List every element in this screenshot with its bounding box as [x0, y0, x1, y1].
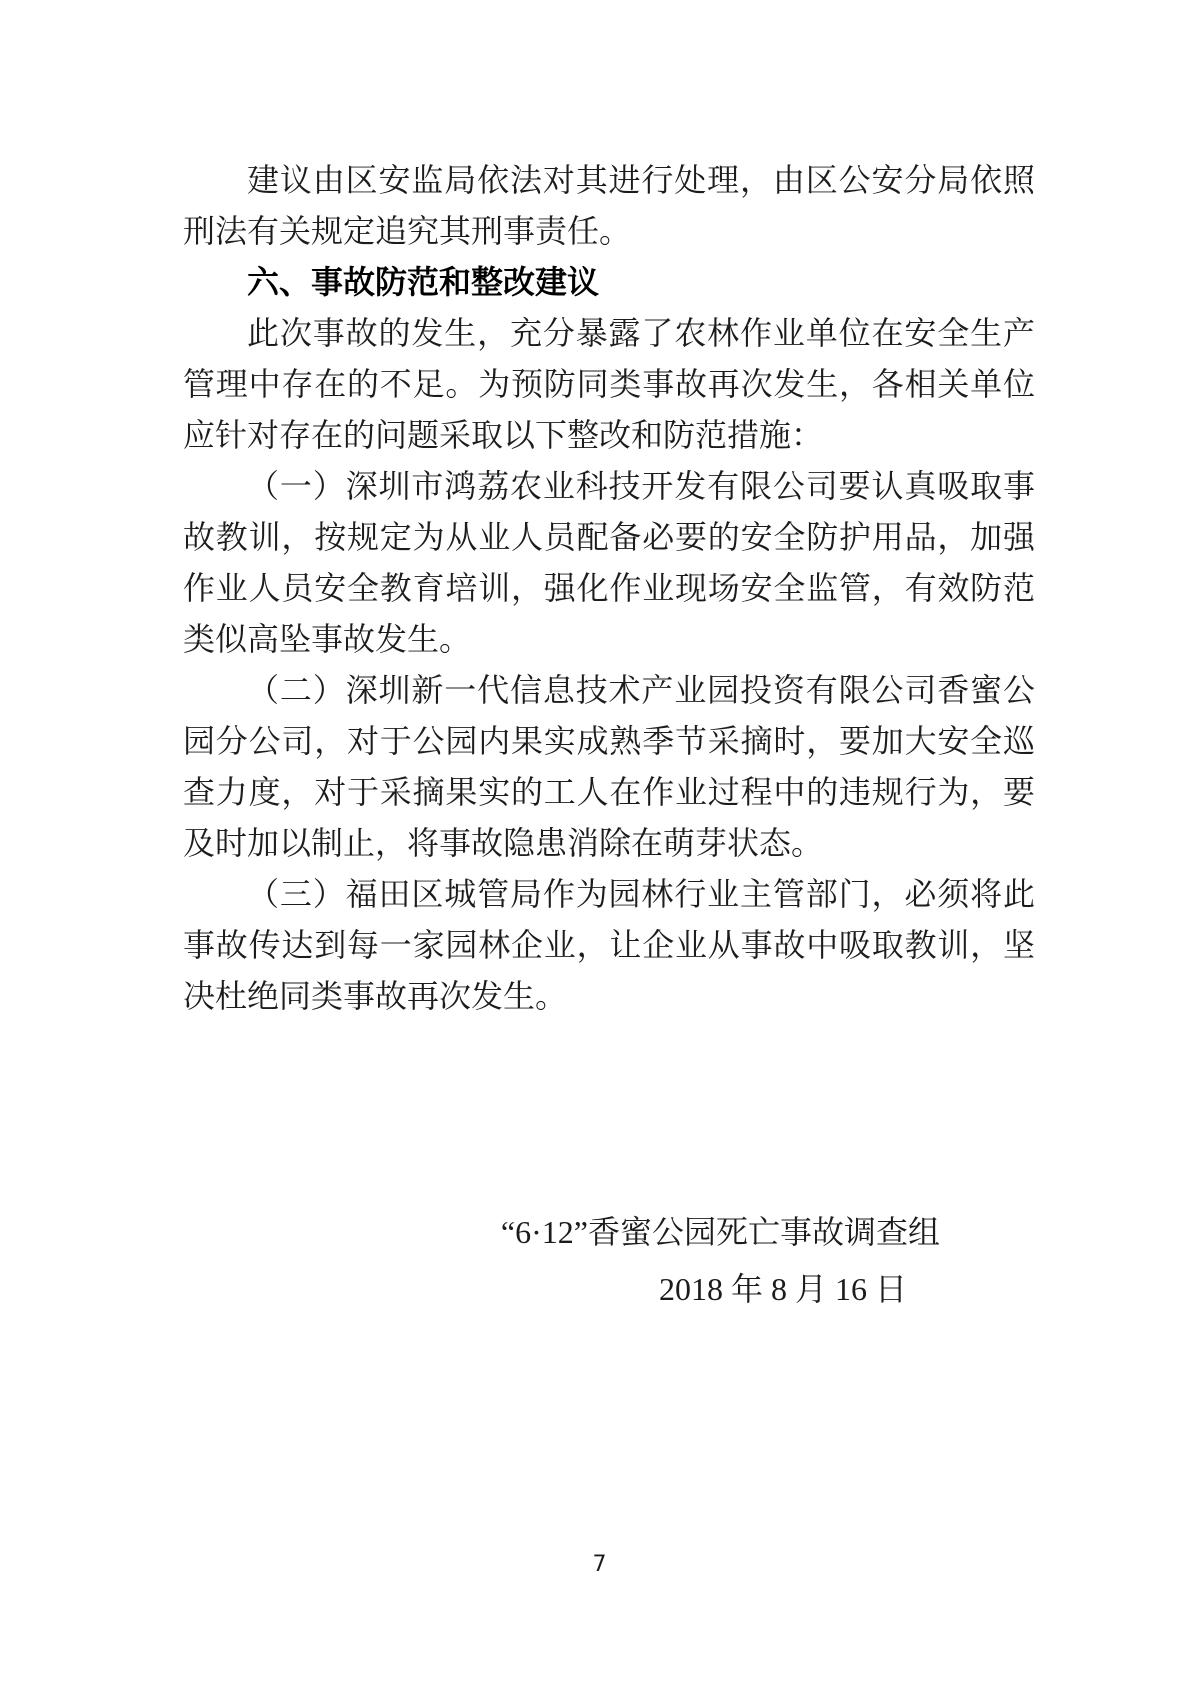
- signature-investigation-team: “6·12”香蜜公园死亡事故调查组: [500, 1214, 940, 1250]
- section-heading-prevention-rectification: 六、事故防范和整改建议: [247, 264, 600, 300]
- paragraph-measure-2: （二）深圳新一代信息技术产业园投资有限公司香蜜公园分公司，对于公园内果实成熟季节采摘时，要加大安全巡查力度，对于采摘果实的工人在作业过程中的违规行为，要及时加以制止，将事故隐患消除在萌芽状态。: [183, 672, 1035, 861]
- page-number: 7: [592, 1552, 607, 1577]
- document-body: [183, 155, 1035, 1315]
- paragraph-measure-1: （一）深圳市鸿荔农业科技开发有限公司要认真吸取事故教训，按规定为从业人员配备必要的安全防护用品，加强作业人员安全教育培训，强化作业现场安全监管，有效防范类似高坠事故发生。: [183, 468, 1035, 657]
- paragraph-measure-3: （三）福田区城管局作为园林行业主管部门，必须将此事故传达到每一家园林企业，让企业从事故中吸取教训，坚决杜绝同类事故再次发生。: [183, 876, 1035, 1014]
- signature-date: 2018 年 8 月 16 日: [658, 1271, 907, 1307]
- signature-block: [183, 1207, 1035, 1315]
- paragraph-overview: 此次事故的发生，充分暴露了农林作业单位在安全生产管理中存在的不足。为预防同类事故再次发生，各相关单位应针对存在的问题采取以下整改和防范措施：: [183, 315, 1035, 453]
- paragraph-liability-recommendation: 建议由区安监局依法对其进行处理，由区公安分局依照刑法有关规定追究其刑事责任。: [183, 162, 1035, 249]
